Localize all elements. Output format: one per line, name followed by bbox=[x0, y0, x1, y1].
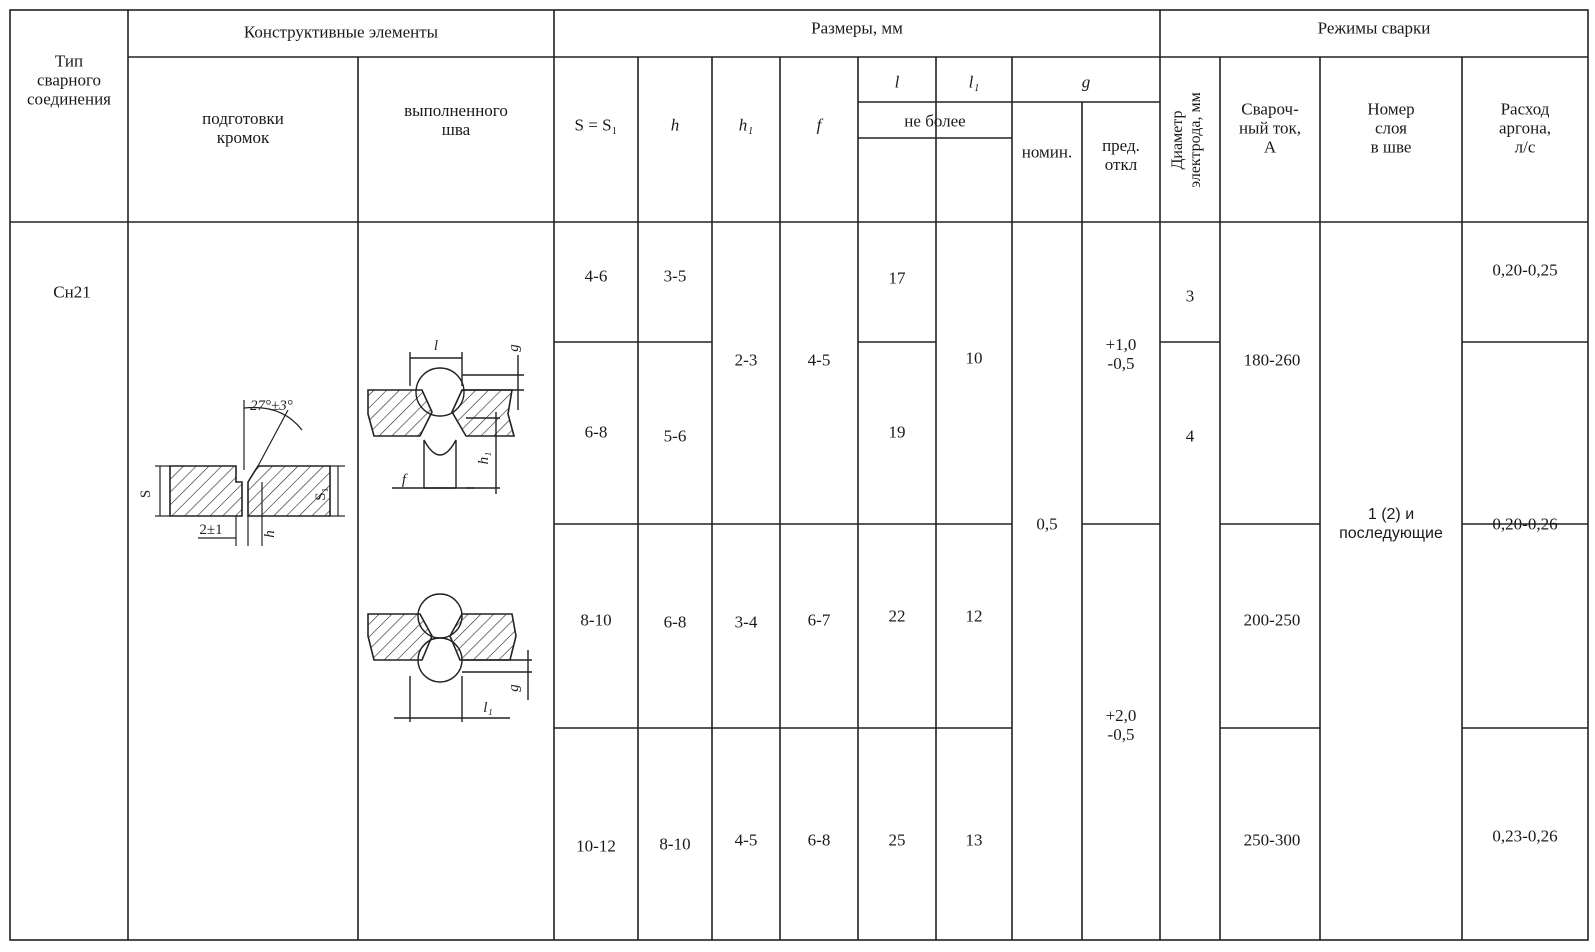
electrode-b: 4 bbox=[1185, 426, 1195, 446]
row4-h: 8-10 bbox=[659, 834, 691, 854]
g-tolerance-b: +2,0 -0,5 bbox=[1105, 706, 1137, 744]
f-rows12: 4-5 bbox=[807, 350, 831, 370]
l1-label: l₁ bbox=[483, 700, 493, 716]
row1-h: 3-5 bbox=[663, 266, 687, 286]
row4-s: 10-12 bbox=[576, 836, 616, 856]
col-layer-header: Номер слоя в шве bbox=[1367, 99, 1415, 157]
col-edge-prep-header: подготовки кромок bbox=[202, 109, 284, 147]
weld-drawing-top bbox=[368, 338, 524, 494]
gap-label: 2±1 bbox=[199, 522, 223, 538]
f-label: f bbox=[401, 472, 407, 488]
row3-s: 8-10 bbox=[580, 610, 612, 630]
row2-s: 6-8 bbox=[584, 422, 608, 442]
col-g-header: g bbox=[1081, 72, 1091, 92]
h1-rows12: 2-3 bbox=[734, 350, 758, 370]
row3-h: 6-8 bbox=[663, 612, 687, 632]
table-frame bbox=[10, 10, 1588, 940]
row4-l: 25 bbox=[888, 830, 906, 850]
l-label: l bbox=[433, 338, 439, 354]
l1-rows12: 10 bbox=[965, 348, 983, 368]
l1-row3: 12 bbox=[965, 606, 983, 626]
current-a: 180-260 bbox=[1243, 350, 1301, 370]
col-finished-weld-header: выполненного шва bbox=[404, 101, 508, 139]
layer-number: 1 (2) и последующие bbox=[1339, 506, 1443, 542]
argon-c: 0,23-0,26 bbox=[1492, 826, 1558, 846]
current-b: 200-250 bbox=[1243, 610, 1301, 630]
h1-row4: 4-5 bbox=[734, 830, 758, 850]
group-sizes-header: Размеры, мм bbox=[811, 18, 903, 38]
col-h1-header: h₁ bbox=[738, 115, 754, 135]
argon-a: 0,20-0,25 bbox=[1492, 260, 1558, 280]
g-label-bottom: g bbox=[506, 684, 522, 692]
f-row4: 6-8 bbox=[807, 830, 831, 850]
col-h-header: h bbox=[670, 115, 680, 135]
h1-row3: 3-4 bbox=[734, 612, 758, 632]
current-c: 250-300 bbox=[1243, 830, 1301, 850]
edge-preparation-drawing bbox=[138, 398, 345, 546]
col-f-header: f bbox=[816, 115, 822, 135]
weld-drawing-bottom bbox=[368, 594, 532, 722]
g-nominal: 0,5 bbox=[1036, 514, 1058, 534]
col-current-header: Свароч- ный ток, А bbox=[1238, 99, 1302, 157]
row1-l: 17 bbox=[888, 268, 906, 288]
electrode-a: 3 bbox=[1185, 286, 1195, 306]
group-modes-header: Режимы сварки bbox=[1317, 18, 1431, 38]
row2-h: 5-6 bbox=[663, 426, 687, 446]
col-g-tol-header: пред. откл bbox=[1102, 136, 1140, 174]
row1-s: 4-6 bbox=[584, 266, 608, 286]
angle-label: 27°±3° bbox=[250, 398, 293, 414]
col-joint-type-header: Тип сварного соединения bbox=[27, 51, 111, 109]
joint-type-cell: Сн21 bbox=[53, 282, 91, 302]
h1-label: h₁ bbox=[476, 451, 492, 465]
row3-l: 22 bbox=[888, 606, 906, 626]
g-tolerance-a: +1,0 -0,5 bbox=[1105, 335, 1137, 373]
col-g-nom-header: номин. bbox=[1021, 142, 1073, 162]
col-argon-header: Расход аргона, л/с bbox=[1499, 99, 1551, 157]
s-label: S bbox=[138, 489, 154, 499]
group-elements-header: Конструктивные элементы bbox=[243, 22, 439, 42]
col-s-header: S = S₁ bbox=[574, 115, 618, 135]
h-label: h bbox=[262, 530, 278, 538]
s1-label: S₁ bbox=[313, 487, 329, 501]
row2-l: 19 bbox=[888, 422, 906, 442]
g-label: g bbox=[506, 344, 522, 352]
col-electrode-header: Диаметр электрода, мм bbox=[1169, 92, 1204, 188]
l1-row4: 13 bbox=[965, 830, 983, 850]
col-l1-header: l₁ bbox=[968, 72, 980, 92]
not-more-header: не более bbox=[904, 111, 966, 131]
col-l-header: l bbox=[894, 72, 900, 92]
argon-b: 0,20-0,26 bbox=[1492, 514, 1558, 534]
f-row3: 6-7 bbox=[807, 610, 831, 630]
